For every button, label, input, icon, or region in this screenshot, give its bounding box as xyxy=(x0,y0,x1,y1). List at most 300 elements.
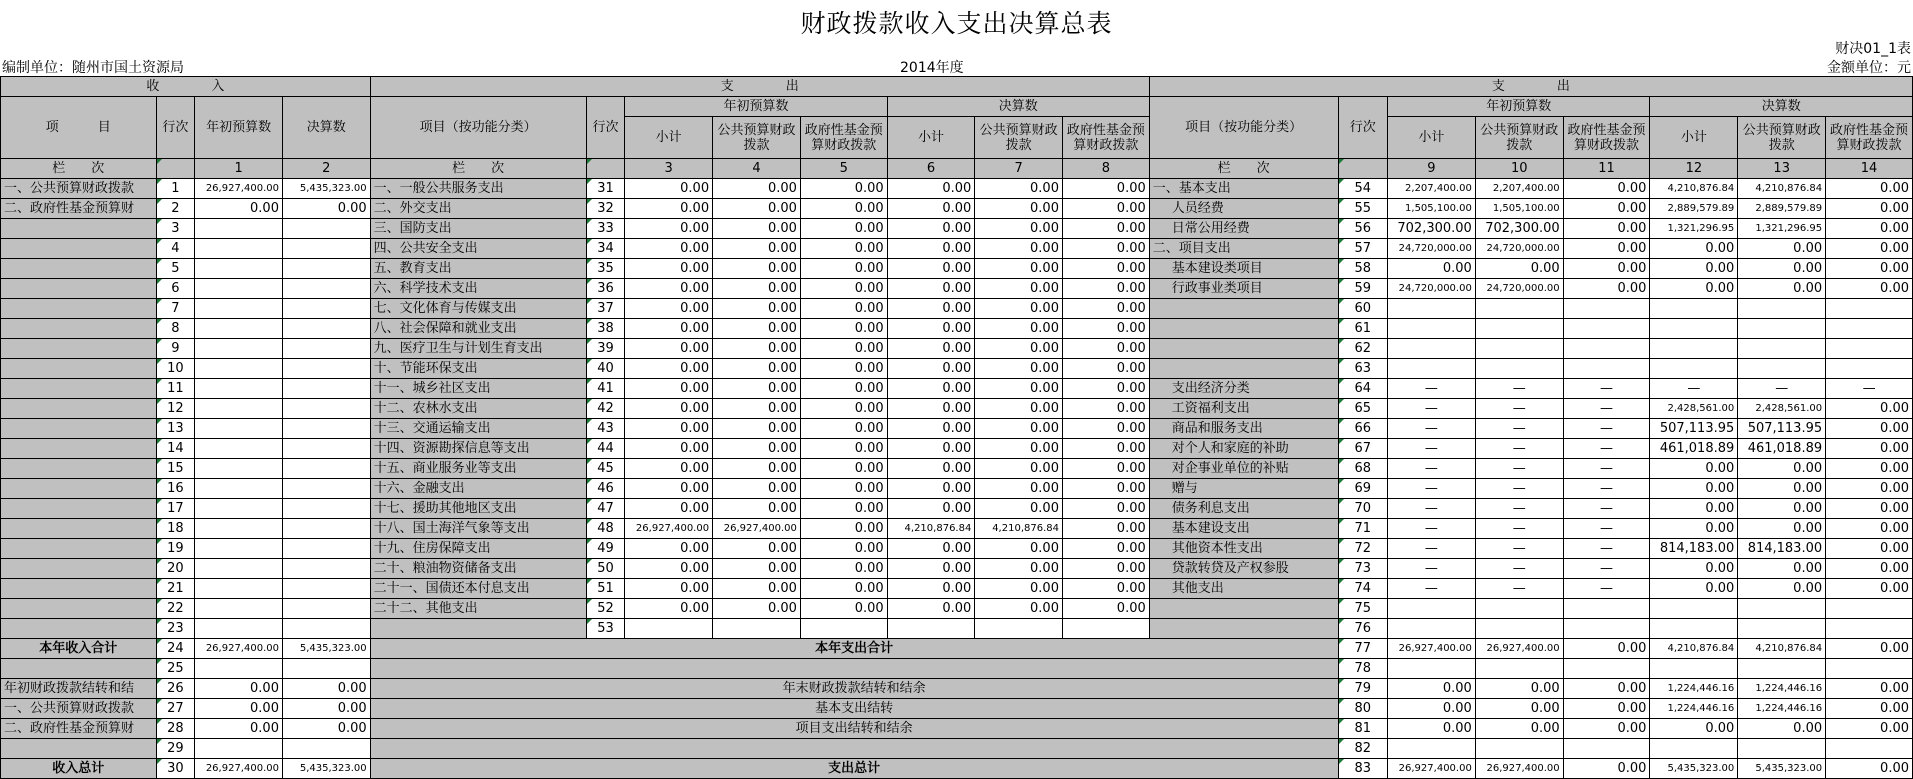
amount-cell: — xyxy=(1387,379,1475,399)
amount-cell: 26,927,400.00 xyxy=(1475,639,1563,659)
line-number: 42 xyxy=(586,399,625,419)
amount-cell: 0.00 xyxy=(1062,459,1149,479)
line-number: 36 xyxy=(586,279,625,299)
econ-item: 贷款转贷及产权参股 xyxy=(1149,559,1338,579)
amount-cell: 26,927,400.00 xyxy=(1387,639,1475,659)
public-budget-header: 公共预算财政拨款 xyxy=(1738,117,1826,159)
amount-cell: 0.00 xyxy=(800,339,887,359)
amount-cell: 814,183.00 xyxy=(1650,539,1738,559)
table-row xyxy=(1,559,1913,579)
amount-cell: 0.00 xyxy=(1062,239,1149,259)
final-amount-header: 决算数 xyxy=(282,97,370,159)
amount-cell xyxy=(195,399,283,419)
amount-cell xyxy=(1475,339,1563,359)
amount-cell: 5,435,323.00 xyxy=(282,759,370,779)
col-label-line xyxy=(156,159,195,179)
amount-cell: 0.00 xyxy=(713,599,801,619)
fund-budget-header: 政府性基金预算财政拨款 xyxy=(1563,117,1650,159)
amount-cell: 0.00 xyxy=(1062,479,1149,499)
func-item-header: 项目（按功能分类） xyxy=(370,97,586,159)
amount-cell xyxy=(195,239,283,259)
amount-cell: 2,428,561.00 xyxy=(1650,399,1738,419)
report-year: 2014年度 xyxy=(900,60,964,76)
col-number: 12 xyxy=(1650,159,1738,179)
line-number: 49 xyxy=(586,539,625,559)
income-summary-item: 一、公共预算财政拨款 xyxy=(1,699,157,719)
amount-cell: 0.00 xyxy=(1826,559,1913,579)
line-number: 80 xyxy=(1338,699,1387,719)
col-label: 栏 次 xyxy=(1,159,157,179)
amount-cell: — xyxy=(1475,459,1563,479)
income-item xyxy=(1,359,157,379)
amount-cell xyxy=(282,339,370,359)
amount-cell: 0.00 xyxy=(713,459,801,479)
line-number: 40 xyxy=(586,359,625,379)
func-item: 二十二、其他支出 xyxy=(370,599,586,619)
amount-cell: 0.00 xyxy=(282,679,370,699)
line-number: 60 xyxy=(1338,299,1387,319)
line-number: 24 xyxy=(156,639,195,659)
amount-cell: — xyxy=(1387,459,1475,479)
table-row xyxy=(1,399,1913,419)
amount-cell: 0.00 xyxy=(975,359,1063,379)
amount-cell: 0.00 xyxy=(625,379,713,399)
amount-cell xyxy=(282,559,370,579)
amount-cell: 0.00 xyxy=(1738,279,1826,299)
amount-cell xyxy=(1826,339,1913,359)
amount-cell xyxy=(282,399,370,419)
line-number: 30 xyxy=(156,759,195,779)
line-number: 14 xyxy=(156,439,195,459)
amount-cell: 0.00 xyxy=(1563,699,1650,719)
amount-cell: — xyxy=(1475,499,1563,519)
amount-cell: 0.00 xyxy=(1387,679,1475,699)
amount-cell xyxy=(887,619,975,639)
line-number: 41 xyxy=(586,379,625,399)
amount-cell: 0.00 xyxy=(1826,419,1913,439)
amount-cell: 0.00 xyxy=(1826,199,1913,219)
amount-cell: 0.00 xyxy=(625,599,713,619)
subtotal-header: 小计 xyxy=(887,117,975,159)
amount-cell xyxy=(195,619,283,639)
income-item xyxy=(1,419,157,439)
amount-cell: 0.00 xyxy=(1062,399,1149,419)
econ-item: 支出经济分类 xyxy=(1149,379,1338,399)
amount-cell xyxy=(282,739,370,759)
line-number: 48 xyxy=(586,519,625,539)
amount-cell: — xyxy=(1475,399,1563,419)
amount-cell: 0.00 xyxy=(1650,559,1738,579)
amount-cell: 0.00 xyxy=(1062,299,1149,319)
public-budget-header: 公共预算财政拨款 xyxy=(713,117,801,159)
amount-cell xyxy=(1387,319,1475,339)
line-number: 23 xyxy=(156,619,195,639)
amount-cell xyxy=(1650,619,1738,639)
income-item xyxy=(1,519,157,539)
amount-cell: 0.00 xyxy=(887,259,975,279)
amount-cell xyxy=(1650,659,1738,679)
func-annual-budget-header: 年初预算数 xyxy=(625,97,887,117)
amount-cell: — xyxy=(1475,379,1563,399)
line-number: 16 xyxy=(156,479,195,499)
amount-cell: 1,224,446.16 xyxy=(1650,679,1738,699)
amount-cell: 0.00 xyxy=(887,479,975,499)
budget-table xyxy=(0,76,1913,779)
amount-cell: 5,435,323.00 xyxy=(1650,759,1738,779)
amount-cell: — xyxy=(1387,579,1475,599)
fund-budget-header: 政府性基金预算财政拨款 xyxy=(1826,117,1913,159)
amount-cell: 4,210,876.84 xyxy=(1738,639,1826,659)
amount-cell xyxy=(282,419,370,439)
expense-summary-item xyxy=(370,659,1338,679)
amount-cell: 26,927,400.00 xyxy=(195,639,283,659)
amount-cell: 0.00 xyxy=(1062,199,1149,219)
line-number: 39 xyxy=(586,339,625,359)
amount-cell xyxy=(195,379,283,399)
line-number: 9 xyxy=(156,339,195,359)
amount-cell: 0.00 xyxy=(975,439,1063,459)
amount-cell: 1,321,296.95 xyxy=(1650,219,1738,239)
amount-cell: 26,927,400.00 xyxy=(713,519,801,539)
func-item: 十六、金融支出 xyxy=(370,479,586,499)
line-number: 43 xyxy=(586,419,625,439)
line-number: 76 xyxy=(1338,619,1387,639)
amount-cell xyxy=(1563,299,1650,319)
amount-cell: 0.00 xyxy=(625,499,713,519)
amount-cell: 0.00 xyxy=(1563,179,1650,199)
amount-cell: 0.00 xyxy=(1563,639,1650,659)
amount-cell: 0.00 xyxy=(800,599,887,619)
amount-cell: — xyxy=(1563,419,1650,439)
col-number: 11 xyxy=(1563,159,1650,179)
amount-cell: — xyxy=(1387,479,1475,499)
amount-cell xyxy=(1826,659,1913,679)
summary-row xyxy=(1,679,1913,699)
amount-cell: 0.00 xyxy=(1826,459,1913,479)
table-row xyxy=(1,179,1913,199)
func-final-accounts-header: 决算数 xyxy=(887,97,1149,117)
amount-cell: 0.00 xyxy=(713,199,801,219)
amount-cell xyxy=(1650,359,1738,379)
amount-cell: — xyxy=(1475,539,1563,559)
econ-item: 人员经费 xyxy=(1149,199,1338,219)
amount-cell: 0.00 xyxy=(1062,179,1149,199)
amount-cell: 0.00 xyxy=(1563,679,1650,699)
amount-cell xyxy=(1738,299,1826,319)
amount-cell: 814,183.00 xyxy=(1738,539,1826,559)
amount-cell: — xyxy=(1563,439,1650,459)
amount-cell xyxy=(1563,659,1650,679)
amount-cell: 0.00 xyxy=(1563,759,1650,779)
amount-cell xyxy=(195,499,283,519)
amount-cell: 0.00 xyxy=(887,579,975,599)
line-number: 5 xyxy=(156,259,195,279)
amount-cell xyxy=(1475,299,1563,319)
amount-cell: 0.00 xyxy=(800,439,887,459)
amount-cell: 0.00 xyxy=(887,239,975,259)
amount-cell xyxy=(282,259,370,279)
func-item: 十九、住房保障支出 xyxy=(370,539,586,559)
table-row xyxy=(1,599,1913,619)
col-number: 14 xyxy=(1826,159,1913,179)
form-code: 财决01_1表 xyxy=(1835,41,1911,57)
amount-cell: 0.00 xyxy=(800,199,887,219)
amount-cell: 0.00 xyxy=(282,199,370,219)
amount-cell: 0.00 xyxy=(1826,219,1913,239)
func-item: 十七、援助其他地区支出 xyxy=(370,499,586,519)
subtotal-header: 小计 xyxy=(625,117,713,159)
func-item: 十三、交通运输支出 xyxy=(370,419,586,439)
amount-cell: 0.00 xyxy=(800,319,887,339)
line-number: 12 xyxy=(156,399,195,419)
income-item xyxy=(1,299,157,319)
amount-cell: 0.00 xyxy=(1826,499,1913,519)
line-number: 32 xyxy=(586,199,625,219)
func-item: 十一、城乡社区支出 xyxy=(370,379,586,399)
amount-cell xyxy=(195,319,283,339)
fund-budget-header: 政府性基金预算财政拨款 xyxy=(1062,117,1149,159)
amount-cell: 0.00 xyxy=(1826,579,1913,599)
line-number: 66 xyxy=(1338,419,1387,439)
amount-cell: 0.00 xyxy=(887,399,975,419)
table-row xyxy=(1,579,1913,599)
amount-cell xyxy=(282,319,370,339)
econ-item: 基本建设支出 xyxy=(1149,519,1338,539)
amount-cell: 0.00 xyxy=(1826,679,1913,699)
econ-item: 日常公用经费 xyxy=(1149,219,1338,239)
amount-cell xyxy=(195,299,283,319)
amount-cell xyxy=(195,219,283,239)
amount-cell: 0.00 xyxy=(1062,519,1149,539)
amount-cell: 0.00 xyxy=(1826,279,1913,299)
line-number: 34 xyxy=(586,239,625,259)
income-item xyxy=(1,439,157,459)
func-item: 九、医疗卫生与计划生育支出 xyxy=(370,339,586,359)
amount-cell: 0.00 xyxy=(1062,559,1149,579)
line-number: 37 xyxy=(586,299,625,319)
func-item: 二十、粮油物资储备支出 xyxy=(370,559,586,579)
amount-cell: 0.00 xyxy=(887,599,975,619)
amount-cell: 0.00 xyxy=(975,579,1063,599)
amount-cell xyxy=(1826,299,1913,319)
amount-cell: 26,927,400.00 xyxy=(195,759,283,779)
amount-cell: 0.00 xyxy=(800,539,887,559)
econ-item xyxy=(1149,599,1338,619)
col-number: 13 xyxy=(1738,159,1826,179)
amount-cell: 0.00 xyxy=(975,479,1063,499)
amount-cell: 2,207,400.00 xyxy=(1387,179,1475,199)
econ-item: 其他支出 xyxy=(1149,579,1338,599)
amount-cell: 0.00 xyxy=(713,439,801,459)
income-item xyxy=(1,379,157,399)
amount-cell: 0.00 xyxy=(625,319,713,339)
amount-cell xyxy=(195,739,283,759)
table-row xyxy=(1,619,1913,639)
expense-func-group-header: 支 出 xyxy=(370,77,1149,97)
amount-cell xyxy=(195,419,283,439)
line-number: 44 xyxy=(586,439,625,459)
amount-cell: 0.00 xyxy=(625,579,713,599)
econ-annual-budget-header: 年初预算数 xyxy=(1387,97,1649,117)
amount-cell: — xyxy=(1387,519,1475,539)
amount-cell: 0.00 xyxy=(1650,579,1738,599)
amount-cell xyxy=(1738,619,1826,639)
func-item: 七、文化体育与传媒支出 xyxy=(370,299,586,319)
amount-cell xyxy=(1738,739,1826,759)
amount-cell xyxy=(195,479,283,499)
amount-cell: 0.00 xyxy=(1062,219,1149,239)
amount-cell xyxy=(282,299,370,319)
table-row xyxy=(1,439,1913,459)
col-number: 8 xyxy=(1062,159,1149,179)
amount-cell: 0.00 xyxy=(713,279,801,299)
amount-cell: 0.00 xyxy=(887,179,975,199)
amount-cell: 0.00 xyxy=(1062,419,1149,439)
line-number: 26 xyxy=(156,679,195,699)
amount-cell xyxy=(282,499,370,519)
amount-cell: 0.00 xyxy=(887,319,975,339)
amount-cell: 0.00 xyxy=(1387,259,1475,279)
amount-cell: 0.00 xyxy=(1650,719,1738,739)
amount-cell xyxy=(1563,359,1650,379)
line-number: 4 xyxy=(156,239,195,259)
income-summary-item: 收入总计 xyxy=(1,759,157,779)
summary-row xyxy=(1,639,1913,659)
amount-cell: 4,210,876.84 xyxy=(1650,639,1738,659)
amount-cell xyxy=(1826,739,1913,759)
amount-cell: 26,927,400.00 xyxy=(195,179,283,199)
amount-cell: — xyxy=(1563,499,1650,519)
amount-cell xyxy=(1738,659,1826,679)
amount-cell: 0.00 xyxy=(625,559,713,579)
table-row xyxy=(1,459,1913,479)
income-item xyxy=(1,279,157,299)
income-item xyxy=(1,459,157,479)
amount-cell: 0.00 xyxy=(625,199,713,219)
budget-initial-header: 年初预算数 xyxy=(195,97,283,159)
amount-cell: 0.00 xyxy=(1826,719,1913,739)
table-row xyxy=(1,479,1913,499)
income-item xyxy=(1,559,157,579)
amount-cell xyxy=(1475,599,1563,619)
line-number: 54 xyxy=(1338,179,1387,199)
line-number: 13 xyxy=(156,419,195,439)
amount-cell: 0.00 xyxy=(887,359,975,379)
amount-cell: 0.00 xyxy=(975,539,1063,559)
income-item xyxy=(1,219,157,239)
amount-cell: 26,927,400.00 xyxy=(1475,759,1563,779)
line-number: 73 xyxy=(1338,559,1387,579)
line-number: 3 xyxy=(156,219,195,239)
line-number: 17 xyxy=(156,499,195,519)
income-summary-item: 二、政府性基金预算财 xyxy=(1,719,157,739)
amount-cell xyxy=(195,559,283,579)
amount-cell: 0.00 xyxy=(887,279,975,299)
amount-cell: 0.00 xyxy=(625,339,713,359)
econ-item: 对个人和家庭的补助 xyxy=(1149,439,1338,459)
income-item xyxy=(1,319,157,339)
fund-budget-header: 政府性基金预算财政拨款 xyxy=(800,117,887,159)
line-number: 11 xyxy=(156,379,195,399)
amount-cell: — xyxy=(1475,519,1563,539)
line-number: 18 xyxy=(156,519,195,539)
amount-cell: 0.00 xyxy=(1738,559,1826,579)
amount-cell: 0.00 xyxy=(713,339,801,359)
col-number: 2 xyxy=(282,159,370,179)
line-number: 64 xyxy=(1338,379,1387,399)
amount-cell: 0.00 xyxy=(975,239,1063,259)
func-item: 八、社会保障和就业支出 xyxy=(370,319,586,339)
amount-cell: 0.00 xyxy=(975,499,1063,519)
report-title: 财政拨款收入支出决算总表 xyxy=(800,9,1113,38)
amount-cell xyxy=(282,379,370,399)
amount-cell: 0.00 xyxy=(1738,239,1826,259)
line-number: 47 xyxy=(586,499,625,519)
econ-item: 一、基本支出 xyxy=(1149,179,1338,199)
func-item: 四、公共安全支出 xyxy=(370,239,586,259)
amount-cell xyxy=(282,519,370,539)
amount-cell: 4,210,876.84 xyxy=(887,519,975,539)
amount-cell: 0.00 xyxy=(625,259,713,279)
func-item: 十八、国土海洋气象等支出 xyxy=(370,519,586,539)
amount-cell: 0.00 xyxy=(625,359,713,379)
amount-cell xyxy=(1387,359,1475,379)
line-number: 72 xyxy=(1338,539,1387,559)
amount-cell: 0.00 xyxy=(975,559,1063,579)
amount-cell: 0.00 xyxy=(887,539,975,559)
income-item xyxy=(1,479,157,499)
amount-cell xyxy=(1475,359,1563,379)
table-row xyxy=(1,539,1913,559)
econ-item: 商品和服务支出 xyxy=(1149,419,1338,439)
line-number: 21 xyxy=(156,579,195,599)
amount-cell xyxy=(282,459,370,479)
amount-cell: 0.00 xyxy=(800,519,887,539)
amount-cell: 4,210,876.84 xyxy=(1738,179,1826,199)
line-number: 29 xyxy=(156,739,195,759)
line-number: 82 xyxy=(1338,739,1387,759)
amount-cell: 0.00 xyxy=(887,459,975,479)
amount-cell: 0.00 xyxy=(1826,399,1913,419)
amount-cell: 0.00 xyxy=(195,679,283,699)
line-number: 59 xyxy=(1338,279,1387,299)
line-number: 46 xyxy=(586,479,625,499)
income-item-header: 项 目 xyxy=(1,97,157,159)
line-number: 52 xyxy=(586,599,625,619)
amount-cell: 0.00 xyxy=(1563,719,1650,739)
amount-cell: 0.00 xyxy=(625,299,713,319)
amount-cell xyxy=(1826,319,1913,339)
amount-cell xyxy=(282,619,370,639)
amount-cell: — xyxy=(1563,559,1650,579)
amount-cell xyxy=(195,259,283,279)
line-number: 2 xyxy=(156,199,195,219)
amount-cell: 0.00 xyxy=(625,459,713,479)
amount-cell xyxy=(195,359,283,379)
amount-cell: 0.00 xyxy=(975,199,1063,219)
income-item xyxy=(1,579,157,599)
amount-cell: 1,505,100.00 xyxy=(1475,199,1563,219)
amount-cell: 0.00 xyxy=(800,219,887,239)
amount-cell: 0.00 xyxy=(625,439,713,459)
amount-cell: 507,113.95 xyxy=(1650,419,1738,439)
table-row xyxy=(1,279,1913,299)
amount-cell: 0.00 xyxy=(625,539,713,559)
line-number: 78 xyxy=(1338,659,1387,679)
amount-cell xyxy=(195,459,283,479)
amount-cell: 0.00 xyxy=(625,419,713,439)
money-unit: 金额单位：元 xyxy=(1827,60,1911,76)
